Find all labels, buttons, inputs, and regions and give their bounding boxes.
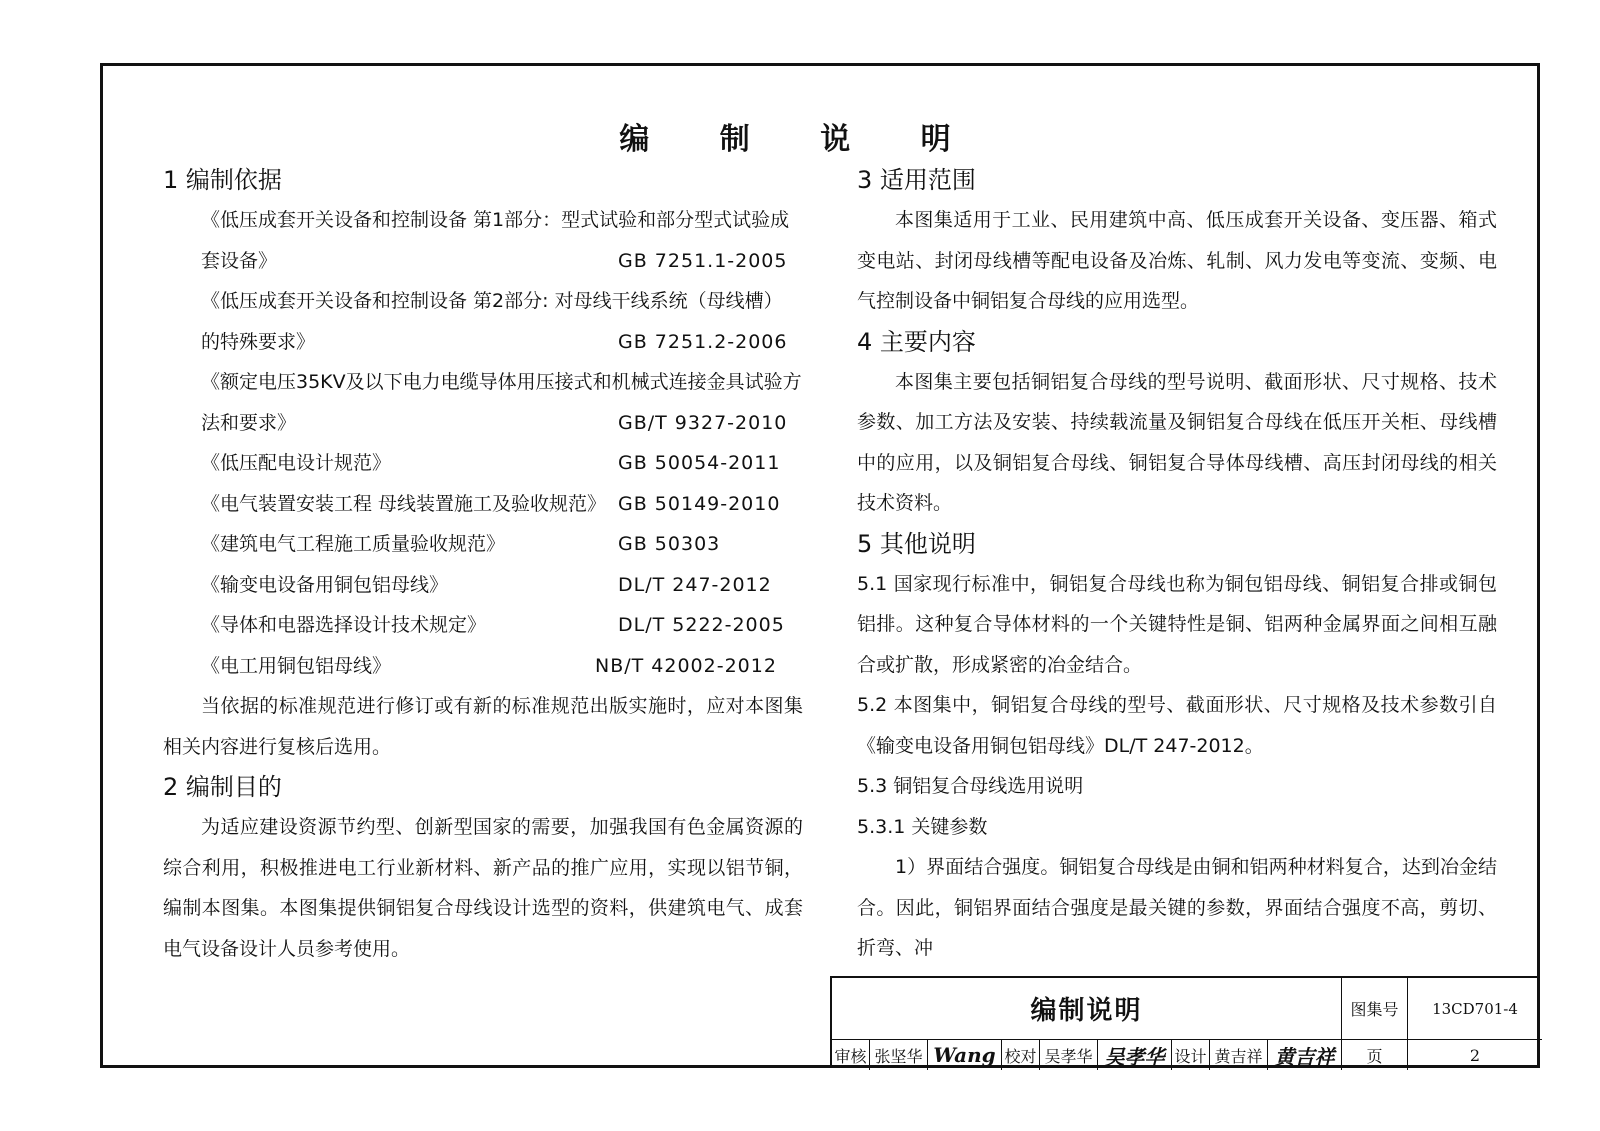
standard-item-6: 《建筑电气工程施工质量验收规范》 GB 50303 xyxy=(163,524,803,565)
check-name: 吴孝华 xyxy=(1040,1040,1098,1070)
section-5-2-text: 5.2 本图集中，铜铝复合母线的型号、截面形状、尺寸规格及技术参数引自《输变电设备用铜包铝母线》DL/T 247-2012。 xyxy=(857,694,1497,757)
standard-code: GB 50149-2010 xyxy=(618,492,781,515)
design-name: 黄吉祥 xyxy=(1210,1040,1268,1070)
standard-code: GB 7251.2-2006 xyxy=(618,330,788,353)
atlas-number: 13CD701-4 xyxy=(1408,978,1542,1040)
section-5-1-text: 5.1 国家现行标准中，铜铝复合母线也称为铜包铝母线、铜铝复合排或铜包铝排。这种复合导体材料的一个关键特性是铜、铝两种金属界面之间相互融合或扩散，形成紧密的冶金结合。 xyxy=(857,572,1497,676)
section-2-text: 为适应建设资源节约型、创新型国家的需要，加强我国有色金属资源的综合利用，积极推进电工行业新材料、新产品的推广应用，实现以铝节铜，编制本图集。本图集提供铜铝复合母线设计选型的资料，供建筑电气、成套电气设备设计人员参考使用。 xyxy=(163,816,803,960)
standard-item-2: 《低压成套开关设备和控制设备 第2部分: 对母线干线系统（母线槽） 的特殊要求》 GB 7251.2-2006 xyxy=(163,281,803,362)
standard-item-4: 《低压配电设计规范》 GB 50054-2011 xyxy=(163,443,803,484)
standard-item-7: 《输变电设备用铜包铝母线》 DL/T 247-2012 xyxy=(163,565,803,606)
standard-code: GB 50054-2011 xyxy=(618,452,781,474)
standard-code: GB 50303 xyxy=(618,533,721,555)
standard-code: DL/T 247-2012 xyxy=(618,573,772,596)
review-label: 审核 xyxy=(832,1040,870,1070)
standard-code: NB/T 42002-2012 xyxy=(595,654,777,677)
check-label: 校对 xyxy=(1002,1040,1040,1070)
review-name: 张坚华 xyxy=(870,1040,928,1070)
design-label: 设计 xyxy=(1172,1040,1210,1070)
section-1-heading: 1 编制依据 xyxy=(163,166,282,194)
section-2-heading: 2 编制目的 xyxy=(163,773,282,801)
section-1-note: 当依据的标准规范进行修订或有新的标准规范出版实施时，应对本图集相关内容进行复核后选用。 xyxy=(163,695,803,758)
section-3-heading: 3 适用范围 xyxy=(857,166,976,194)
standard-code: GB/T 9327-2010 xyxy=(618,411,788,434)
section-4-text: 本图集主要包括铜铝复合母线的型号说明、截面形状、尺寸规格、技术参数、加工方法及安装、持续载流量及铜铝复合母线在低压开关柜、母线槽中的应用，以及铜铝复合母线、铜铝复合导体母线槽、高压封闭母线的相关技术资料。 xyxy=(857,370,1497,514)
review-signature: Wang xyxy=(928,1040,1002,1070)
standard-code: GB 7251.1-2005 xyxy=(618,249,788,272)
atlas-number-label: 图集号 xyxy=(1342,978,1408,1040)
section-5-3-1-heading: 5.3.1 关键参数 xyxy=(857,815,988,838)
page-title: 编 制 说 明 xyxy=(619,122,981,157)
title-block xyxy=(830,976,1540,1068)
standard-item-1: 《低压成套开关设备和控制设备 第1部分：型式试验和部分型式试验成 套设备》 GB 7251.1-2005 xyxy=(163,200,803,281)
standard-item-3: 《额定电压35KV及以下电力电缆导体用压接式和机械式连接金具试验方 法和要求》 GB/T 9327-2010 xyxy=(163,362,803,443)
page-label: 页 xyxy=(1342,1040,1408,1070)
page-number: 2 xyxy=(1469,1045,1481,1065)
right-column xyxy=(857,160,1497,969)
key-parameter-1-text: 1）界面结合强度。铜铝复合母线是由铜和铝两种材料复合，达到冶金结合。因此，铜铝界面结合强度是最关键的参数，界面结合强度不高，剪切、折弯、冲 xyxy=(857,856,1497,959)
design-signature: 黄吉祥 xyxy=(1268,1040,1342,1070)
section-5-heading: 5 其他说明 xyxy=(857,529,976,558)
standard-item-8: 《导体和电器选择设计技术规定》 DL/T 5222-2005 xyxy=(163,605,803,646)
check-signature: 吴孝华 xyxy=(1098,1040,1172,1070)
standard-item-9: 《电工用铜包铝母线》 NB/T 42002-2012 xyxy=(163,646,803,687)
section-5-3-heading: 5.3 铜铝复合母线选用说明 xyxy=(857,775,1084,797)
standard-code: DL/T 5222-2005 xyxy=(618,614,785,636)
section-3-text: 本图集适用于工业、民用建筑中高、低压成套开关设备、变压器、箱式变电站、封闭母线槽等配电设备及冶炼、轧制、风力发电等变流、变频、电气控制设备中铜铝复合母线的应用选型。 xyxy=(857,209,1497,312)
left-column xyxy=(163,160,803,969)
section-4-heading: 4 主要内容 xyxy=(857,327,976,356)
title-block-title: 编制说明 xyxy=(832,978,1342,1040)
standard-item-5: 《电气装置安装工程 母线装置施工及验收规范》 GB 50149-2010 xyxy=(163,484,803,525)
